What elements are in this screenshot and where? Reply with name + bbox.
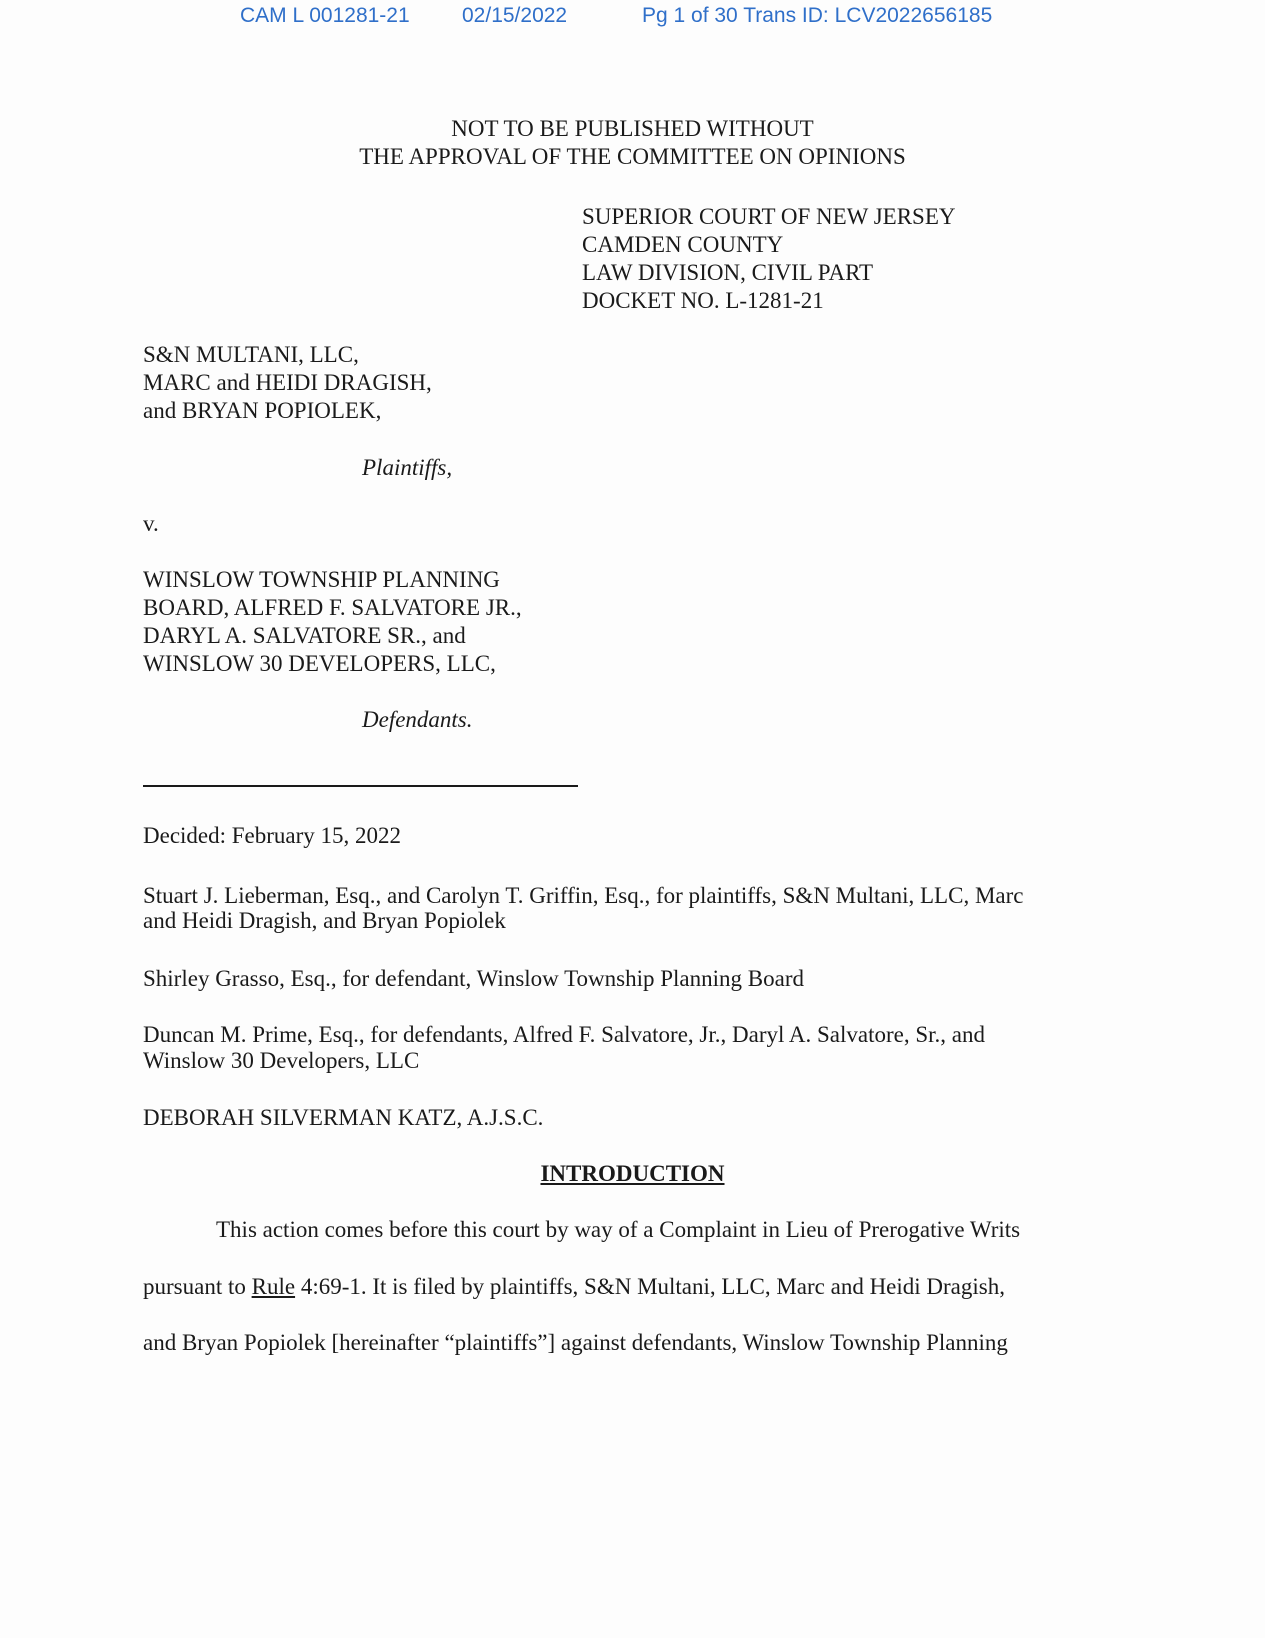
page-transaction-stamp: Pg 1 of 30 Trans ID: LCV2022656185 <box>642 4 993 27</box>
case-number-stamp: CAM L 001281-21 <box>240 4 410 27</box>
intro-line2-prefix: pursuant to <box>143 1274 252 1299</box>
plaintiffs-counsel-line2: and Heidi Dragish, and Bryan Popiolek <box>143 908 506 933</box>
defendant-line2: BOARD, ALFRED F. SALVATORE JR., <box>143 595 522 620</box>
plaintiff-line3: and BRYAN POPIOLEK, <box>143 398 382 423</box>
versus: v. <box>143 511 159 536</box>
caption-divider <box>143 785 578 787</box>
judge-name: DEBORAH SILVERMAN KATZ, A.J.S.C. <box>143 1105 544 1130</box>
plaintiffs-counsel-line1: Stuart J. Lieberman, Esq., and Carolyn T. Griffin, Esq., for plaintiffs, S&N Multani, LLC, Marc <box>143 883 1024 908</box>
intro-paragraph-line3: and Bryan Popiolek [hereinafter “plaintiffs”] against defendants, Winslow Township Planning <box>143 1330 1008 1355</box>
plaintiff-line1: S&N MULTANI, LLC, <box>143 342 359 367</box>
docket-number: DOCKET NO. L-1281-21 <box>582 288 824 313</box>
publication-notice-line2: THE APPROVAL OF THE COMMITTEE ON OPINIONS <box>359 144 906 169</box>
salvatore-counsel-line2: Winslow 30 Developers, LLC <box>143 1048 420 1073</box>
defendants-label: Defendants. <box>362 707 473 732</box>
court-county: CAMDEN COUNTY <box>582 232 784 257</box>
decided-date: Decided: February 15, 2022 <box>143 823 402 848</box>
filing-date-stamp: 02/15/2022 <box>462 4 568 27</box>
rule-citation: Rule <box>251 1274 296 1299</box>
court-division: LAW DIVISION, CIVIL PART <box>582 260 874 285</box>
board-counsel: Shirley Grasso, Esq., for defendant, Winslow Township Planning Board <box>143 966 804 991</box>
defendant-line4: WINSLOW 30 DEVELOPERS, LLC, <box>143 651 496 676</box>
intro-paragraph-line2 <box>143 1273 1005 1301</box>
intro-line2-suffix: 4:69-1. It is filed by plaintiffs, S&N Multani, LLC, Marc and Heidi Dragish, <box>295 1274 1005 1299</box>
court-name: SUPERIOR COURT OF NEW JERSEY <box>582 204 956 229</box>
defendant-line3: DARYL A. SALVATORE SR., and <box>143 623 466 648</box>
plaintiffs-label: Plaintiffs, <box>362 455 453 480</box>
salvatore-counsel-line1: Duncan M. Prime, Esq., for defendants, Alfred F. Salvatore, Jr., Daryl A. Salvatore, Sr., and <box>143 1022 985 1047</box>
publication-notice-line1: NOT TO BE PUBLISHED WITHOUT <box>451 116 814 141</box>
intro-paragraph-line1: This action comes before this court by way of a Complaint in Lieu of Prerogative Writs <box>216 1217 1021 1242</box>
defendant-line1: WINSLOW TOWNSHIP PLANNING <box>143 567 500 592</box>
plaintiff-line2: MARC and HEIDI DRAGISH, <box>143 370 432 395</box>
introduction-heading: INTRODUCTION <box>540 1161 725 1186</box>
